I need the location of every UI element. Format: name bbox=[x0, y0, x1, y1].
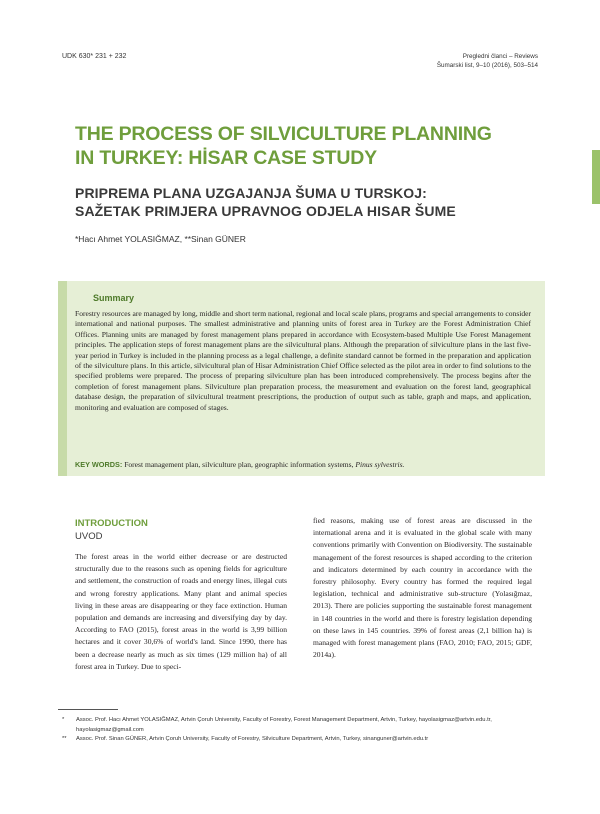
udk-code: UDK 630* 231 + 232 bbox=[62, 53, 127, 60]
summary-stripe bbox=[58, 281, 67, 476]
introduction-left-column: The forest areas in the world either decrease or are destructed structurally due to the reasons such as opening fields for agriculture and settlement, the construction of roads and energy lines, illegal cuts and wrong forestry applications. Many plant and animal species living in these areas are disappearing or they face extinction. Human population and demands are increasing and diversifying day by day. According to FAO (2015), forest areas in the world is 3,99 billion hectares and it cover 30,6% of world's land. Since 1990, there has been a decrease nearly as much as six times (129 million ha) of all forest area in Turkey. Due to speci- bbox=[75, 552, 287, 671]
footnote-mark: ** bbox=[62, 736, 67, 742]
footnote-rule bbox=[58, 709, 118, 710]
summary-text: Forestry resources are managed by long, middle and short term national, regional and local scale plans, programs and special arrangements to consider international and national purposes. The smallest administrative and planning units of forest area in Turkey are the Forest Administration Chief Offices. Planning units are managed by forest management plans prepared in accordance with Ecosystem-based Multiple Use Forest Management principles. The application steps of forest management plans are the silvicultural plans. Although the preparation of silviculture plans in the last five-year period in Turkey is included in the planning process as a legal challenge, a definite standard cannot be formed in the preparation and application of the silviculture plans. In this article, silvicultural plan of Hisar Administration Chief Office selected as the pilot area in order to find solutions to the specified problems were prepared. The process of preparing silviculture plan has been introduced comprehensively. The process begins after the completion of forest management plans. Silviculture plan preparation process, the measurement and evaluation on the forest land, geographical database design, the preparation of silvicultural treatment prescriptions, the production of output such as table, graph and maps, and application, monitoring and evaluation are composed of stages. bbox=[75, 309, 531, 412]
introduction-heading: INTRODUCTION bbox=[75, 518, 148, 529]
keywords bbox=[75, 460, 535, 469]
footnote-mark: * bbox=[62, 717, 65, 723]
article-subtitle bbox=[75, 184, 545, 220]
journal-header bbox=[437, 52, 538, 70]
page-edge-marker bbox=[592, 150, 600, 204]
footnote-text: Assoc. Prof. Hacı Ahmet YOLASIĞMAZ, Artvin Çoruh University, Faculty of Forestry, Forest Management Department, Artvin, Turkey, hayolasigmaz@artvin.edu.tr, hayolasigmaz@gmail.com bbox=[76, 717, 492, 733]
summary-heading: Summary bbox=[93, 293, 135, 303]
keywords-text: Forest management plan, silviculture plan, geographic information systems, bbox=[122, 460, 356, 469]
article-subtitle-line2: SAŽETAK PRIMJERA UPRAVNOG ODJELA HISAR ŠUME bbox=[75, 203, 456, 219]
section-label: Pregledni članci – Reviews bbox=[462, 53, 538, 60]
article-subtitle-line1: PRIPREMA PLANA UZGAJANJA ŠUMA U TURSKOJ: bbox=[75, 185, 427, 201]
footnote-1 bbox=[62, 716, 542, 735]
keywords-italic: Pinus sylvestris. bbox=[355, 460, 405, 469]
article-title-line1: THE PROCESS OF SILVICULTURE PLANNING bbox=[75, 123, 492, 145]
authors: *Hacı Ahmet YOLASIĞMAZ, **Sinan GÜNER bbox=[75, 234, 246, 244]
introduction-right-column: fied reasons, making use of forest areas are discussed in the international arena and it is evaluated in the global scale with many conventions primarily with Convention on Biodiversity. The sustainable management of the forest resources is shaped according to the criterion and indicators determined by each country in accordance with the forestry philosophy. Every country has formed the required legal legislation, technical and administrative sub-structure (Yolasığmaz, 2013). There are policies supporting the sustainable forest management in 148 countries in the world and there is forestry legislation depending on these laws in 145 countries. 39% of forest areas (2,1 billion ha) is managed with forest management plans (FAO, 2010; FAO, 2015; GDF, 2014a). bbox=[313, 516, 532, 660]
footnotes bbox=[62, 716, 542, 745]
keywords-label: KEY WORDS: bbox=[75, 460, 123, 469]
journal-citation: Šumarski list, 9–10 (2016), 503–514 bbox=[436, 62, 538, 69]
introduction-subheading: UVOD bbox=[75, 531, 103, 542]
article-title bbox=[75, 122, 545, 170]
article-title-line2: IN TURKEY: HİSAR CASE STUDY bbox=[75, 147, 377, 169]
footnote-2 bbox=[62, 735, 542, 745]
footnote-text: Assoc. Prof. Sinan GÜNER, Artvin Çoruh University, Faculty of Forestry, Silviculture Department, Artvin, Turkey, sinanguner@artvin.edu.tr bbox=[76, 736, 429, 742]
